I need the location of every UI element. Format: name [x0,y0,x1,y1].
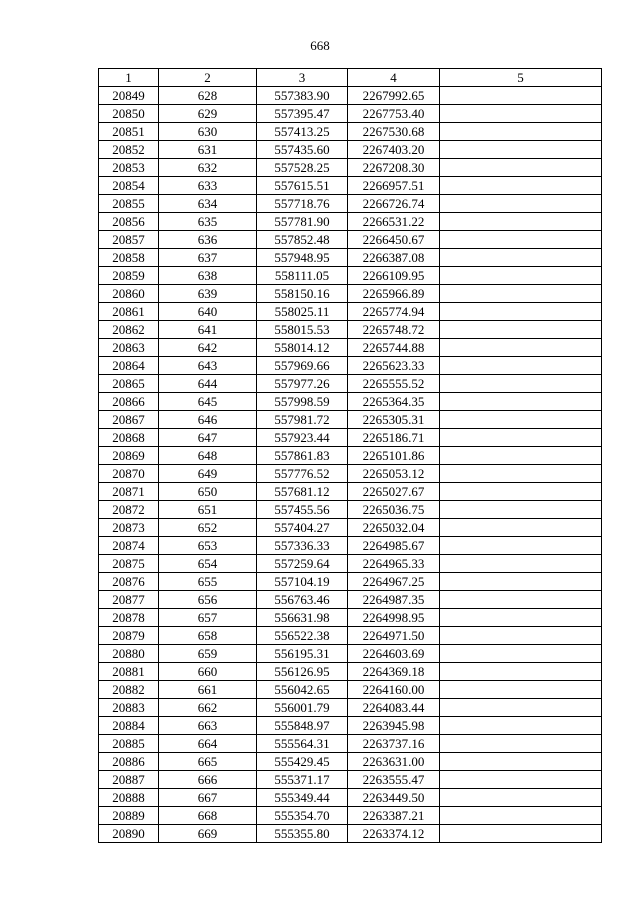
note-cell [440,303,602,321]
y-coordinate-cell: 2265555.52 [348,375,440,393]
table-row [99,429,602,447]
y-coordinate-cell: 2267403.20 [348,141,440,159]
row-number-cell: 20881 [99,663,159,681]
table-row [99,177,602,195]
x-coordinate-cell: 557861.83 [257,447,348,465]
note-cell [440,285,602,303]
table-row [99,123,602,141]
row-number-cell: 20854 [99,177,159,195]
row-number-cell: 20857 [99,231,159,249]
row-number-cell: 20883 [99,699,159,717]
note-cell [440,159,602,177]
y-coordinate-cell: 2265101.86 [348,447,440,465]
row-number-cell: 20874 [99,537,159,555]
point-number-cell: 629 [159,105,257,123]
row-number-cell: 20860 [99,285,159,303]
x-coordinate-cell: 558014.12 [257,339,348,357]
x-coordinate-cell: 555354.70 [257,807,348,825]
row-number-cell: 20873 [99,519,159,537]
row-number-cell: 20864 [99,357,159,375]
y-coordinate-cell: 2264965.33 [348,555,440,573]
header-row [99,69,602,87]
table-row [99,375,602,393]
note-cell [440,735,602,753]
note-cell [440,483,602,501]
table-row [99,591,602,609]
point-number-cell: 655 [159,573,257,591]
row-number-cell: 20865 [99,375,159,393]
point-number-cell: 645 [159,393,257,411]
row-number-cell: 20867 [99,411,159,429]
note-cell [440,231,602,249]
point-number-cell: 651 [159,501,257,519]
table-row [99,699,602,717]
y-coordinate-cell: 2264998.95 [348,609,440,627]
column-header-5: 5 [440,69,602,87]
point-number-cell: 631 [159,141,257,159]
column-header-3: 3 [257,69,348,87]
x-coordinate-cell: 557923.44 [257,429,348,447]
coordinates-table [98,68,602,843]
y-coordinate-cell: 2264603.69 [348,645,440,663]
table-row [99,105,602,123]
point-number-cell: 628 [159,87,257,105]
note-cell [440,501,602,519]
table-row [99,807,602,825]
x-coordinate-cell: 557776.52 [257,465,348,483]
x-coordinate-cell: 558015.53 [257,321,348,339]
table-row [99,339,602,357]
table-row [99,159,602,177]
y-coordinate-cell: 2263374.12 [348,825,440,843]
x-coordinate-cell: 557969.66 [257,357,348,375]
point-number-cell: 669 [159,825,257,843]
point-number-cell: 637 [159,249,257,267]
table-row [99,483,602,501]
note-cell [440,465,602,483]
note-cell [440,213,602,231]
table-row [99,663,602,681]
x-coordinate-cell: 556001.79 [257,699,348,717]
point-number-cell: 662 [159,699,257,717]
y-coordinate-cell: 2264083.44 [348,699,440,717]
point-number-cell: 643 [159,357,257,375]
x-coordinate-cell: 555349.44 [257,789,348,807]
table-body [99,87,602,843]
point-number-cell: 650 [159,483,257,501]
row-number-cell: 20877 [99,591,159,609]
point-number-cell: 641 [159,321,257,339]
table-row [99,321,602,339]
note-cell [440,771,602,789]
point-number-cell: 656 [159,591,257,609]
row-number-cell: 20851 [99,123,159,141]
row-number-cell: 20861 [99,303,159,321]
table-row [99,195,602,213]
table-row [99,735,602,753]
table-row [99,447,602,465]
x-coordinate-cell: 555429.45 [257,753,348,771]
x-coordinate-cell: 557681.12 [257,483,348,501]
point-number-cell: 648 [159,447,257,465]
note-cell [440,573,602,591]
table-row [99,645,602,663]
row-number-cell: 20856 [99,213,159,231]
y-coordinate-cell: 2265364.35 [348,393,440,411]
x-coordinate-cell: 557404.27 [257,519,348,537]
y-coordinate-cell: 2265053.12 [348,465,440,483]
table-row [99,501,602,519]
x-coordinate-cell: 557781.90 [257,213,348,231]
x-coordinate-cell: 555564.31 [257,735,348,753]
note-cell [440,447,602,465]
table-row [99,465,602,483]
point-number-cell: 660 [159,663,257,681]
point-number-cell: 634 [159,195,257,213]
note-cell [440,141,602,159]
point-number-cell: 658 [159,627,257,645]
point-number-cell: 652 [159,519,257,537]
table-header [99,69,602,87]
y-coordinate-cell: 2264985.67 [348,537,440,555]
y-coordinate-cell: 2263631.00 [348,753,440,771]
y-coordinate-cell: 2263945.98 [348,717,440,735]
point-number-cell: 667 [159,789,257,807]
table-row [99,573,602,591]
y-coordinate-cell: 2263737.16 [348,735,440,753]
table-row [99,681,602,699]
y-coordinate-cell: 2266450.67 [348,231,440,249]
point-number-cell: 636 [159,231,257,249]
x-coordinate-cell: 558025.11 [257,303,348,321]
point-number-cell: 661 [159,681,257,699]
row-number-cell: 20869 [99,447,159,465]
x-coordinate-cell: 557998.59 [257,393,348,411]
row-number-cell: 20863 [99,339,159,357]
y-coordinate-cell: 2265744.88 [348,339,440,357]
point-number-cell: 657 [159,609,257,627]
y-coordinate-cell: 2267992.65 [348,87,440,105]
row-number-cell: 20887 [99,771,159,789]
note-cell [440,393,602,411]
row-number-cell: 20879 [99,627,159,645]
table-row [99,789,602,807]
y-coordinate-cell: 2265036.75 [348,501,440,519]
row-number-cell: 20884 [99,717,159,735]
point-number-cell: 663 [159,717,257,735]
point-number-cell: 653 [159,537,257,555]
note-cell [440,375,602,393]
table-row [99,249,602,267]
point-number-cell: 630 [159,123,257,141]
y-coordinate-cell: 2267208.30 [348,159,440,177]
table-row [99,357,602,375]
point-number-cell: 666 [159,771,257,789]
y-coordinate-cell: 2264369.18 [348,663,440,681]
table-row [99,717,602,735]
point-number-cell: 633 [159,177,257,195]
x-coordinate-cell: 557336.33 [257,537,348,555]
x-coordinate-cell: 555371.17 [257,771,348,789]
y-coordinate-cell: 2265748.72 [348,321,440,339]
x-coordinate-cell: 557852.48 [257,231,348,249]
point-number-cell: 659 [159,645,257,663]
x-coordinate-cell: 557435.60 [257,141,348,159]
table-row [99,267,602,285]
page-number: 668 [310,38,330,53]
x-coordinate-cell: 555848.97 [257,717,348,735]
y-coordinate-cell: 2265305.31 [348,411,440,429]
note-cell [440,87,602,105]
x-coordinate-cell: 558150.16 [257,285,348,303]
table-row [99,753,602,771]
note-cell [440,357,602,375]
row-number-cell: 20872 [99,501,159,519]
note-cell [440,123,602,141]
x-coordinate-cell: 557718.76 [257,195,348,213]
row-number-cell: 20866 [99,393,159,411]
y-coordinate-cell: 2265186.71 [348,429,440,447]
note-cell [440,411,602,429]
note-cell [440,249,602,267]
note-cell [440,627,602,645]
row-number-cell: 20850 [99,105,159,123]
x-coordinate-cell: 557104.19 [257,573,348,591]
row-number-cell: 20862 [99,321,159,339]
y-coordinate-cell: 2263555.47 [348,771,440,789]
column-header-1: 1 [99,69,159,87]
table-row [99,141,602,159]
row-number-cell: 20880 [99,645,159,663]
row-number-cell: 20888 [99,789,159,807]
table-row [99,231,602,249]
y-coordinate-cell: 2267753.40 [348,105,440,123]
table-row [99,771,602,789]
row-number-cell: 20858 [99,249,159,267]
row-number-cell: 20890 [99,825,159,843]
table-row [99,627,602,645]
x-coordinate-cell: 557383.90 [257,87,348,105]
x-coordinate-cell: 557615.51 [257,177,348,195]
x-coordinate-cell: 556631.98 [257,609,348,627]
y-coordinate-cell: 2266387.08 [348,249,440,267]
point-number-cell: 649 [159,465,257,483]
row-number-cell: 20876 [99,573,159,591]
note-cell [440,699,602,717]
note-cell [440,663,602,681]
point-number-cell: 647 [159,429,257,447]
column-header-4: 4 [348,69,440,87]
point-number-cell: 639 [159,285,257,303]
point-number-cell: 664 [159,735,257,753]
x-coordinate-cell: 557395.47 [257,105,348,123]
note-cell [440,807,602,825]
note-cell [440,429,602,447]
note-cell [440,555,602,573]
x-coordinate-cell: 556522.38 [257,627,348,645]
row-number-cell: 20871 [99,483,159,501]
note-cell [440,195,602,213]
table-row [99,555,602,573]
row-number-cell: 20849 [99,87,159,105]
table-row [99,393,602,411]
x-coordinate-cell: 555355.80 [257,825,348,843]
x-coordinate-cell: 557455.56 [257,501,348,519]
table-row [99,285,602,303]
column-header-2: 2 [159,69,257,87]
note-cell [440,177,602,195]
table-row [99,303,602,321]
table-row [99,825,602,843]
y-coordinate-cell: 2265966.89 [348,285,440,303]
note-cell [440,105,602,123]
note-cell [440,825,602,843]
row-number-cell: 20886 [99,753,159,771]
x-coordinate-cell: 557528.25 [257,159,348,177]
table-row [99,609,602,627]
y-coordinate-cell: 2266109.95 [348,267,440,285]
row-number-cell: 20868 [99,429,159,447]
y-coordinate-cell: 2266957.51 [348,177,440,195]
note-cell [440,717,602,735]
y-coordinate-cell: 2265774.94 [348,303,440,321]
table-row [99,411,602,429]
note-cell [440,339,602,357]
x-coordinate-cell: 556195.31 [257,645,348,663]
row-number-cell: 20878 [99,609,159,627]
row-number-cell: 20882 [99,681,159,699]
note-cell [440,321,602,339]
note-cell [440,645,602,663]
y-coordinate-cell: 2266726.74 [348,195,440,213]
x-coordinate-cell: 557948.95 [257,249,348,267]
y-coordinate-cell: 2267530.68 [348,123,440,141]
y-coordinate-cell: 2264160.00 [348,681,440,699]
note-cell [440,789,602,807]
y-coordinate-cell: 2266531.22 [348,213,440,231]
row-number-cell: 20875 [99,555,159,573]
note-cell [440,609,602,627]
point-number-cell: 654 [159,555,257,573]
row-number-cell: 20885 [99,735,159,753]
point-number-cell: 640 [159,303,257,321]
note-cell [440,537,602,555]
note-cell [440,753,602,771]
y-coordinate-cell: 2265032.04 [348,519,440,537]
y-coordinate-cell: 2263387.21 [348,807,440,825]
table-row [99,537,602,555]
y-coordinate-cell: 2265027.67 [348,483,440,501]
x-coordinate-cell: 556042.65 [257,681,348,699]
x-coordinate-cell: 557977.26 [257,375,348,393]
point-number-cell: 632 [159,159,257,177]
y-coordinate-cell: 2264971.50 [348,627,440,645]
y-coordinate-cell: 2264987.35 [348,591,440,609]
y-coordinate-cell: 2264967.25 [348,573,440,591]
x-coordinate-cell: 556126.95 [257,663,348,681]
x-coordinate-cell: 557981.72 [257,411,348,429]
note-cell [440,681,602,699]
point-number-cell: 635 [159,213,257,231]
y-coordinate-cell: 2265623.33 [348,357,440,375]
point-number-cell: 642 [159,339,257,357]
row-number-cell: 20859 [99,267,159,285]
row-number-cell: 20889 [99,807,159,825]
x-coordinate-cell: 557413.25 [257,123,348,141]
row-number-cell: 20870 [99,465,159,483]
table-row [99,213,602,231]
row-number-cell: 20853 [99,159,159,177]
x-coordinate-cell: 558111.05 [257,267,348,285]
note-cell [440,267,602,285]
point-number-cell: 646 [159,411,257,429]
note-cell [440,591,602,609]
row-number-cell: 20855 [99,195,159,213]
y-coordinate-cell: 2263449.50 [348,789,440,807]
row-number-cell: 20852 [99,141,159,159]
point-number-cell: 638 [159,267,257,285]
point-number-cell: 665 [159,753,257,771]
table-row [99,519,602,537]
point-number-cell: 668 [159,807,257,825]
x-coordinate-cell: 556763.46 [257,591,348,609]
note-cell [440,519,602,537]
point-number-cell: 644 [159,375,257,393]
table-row [99,87,602,105]
x-coordinate-cell: 557259.64 [257,555,348,573]
